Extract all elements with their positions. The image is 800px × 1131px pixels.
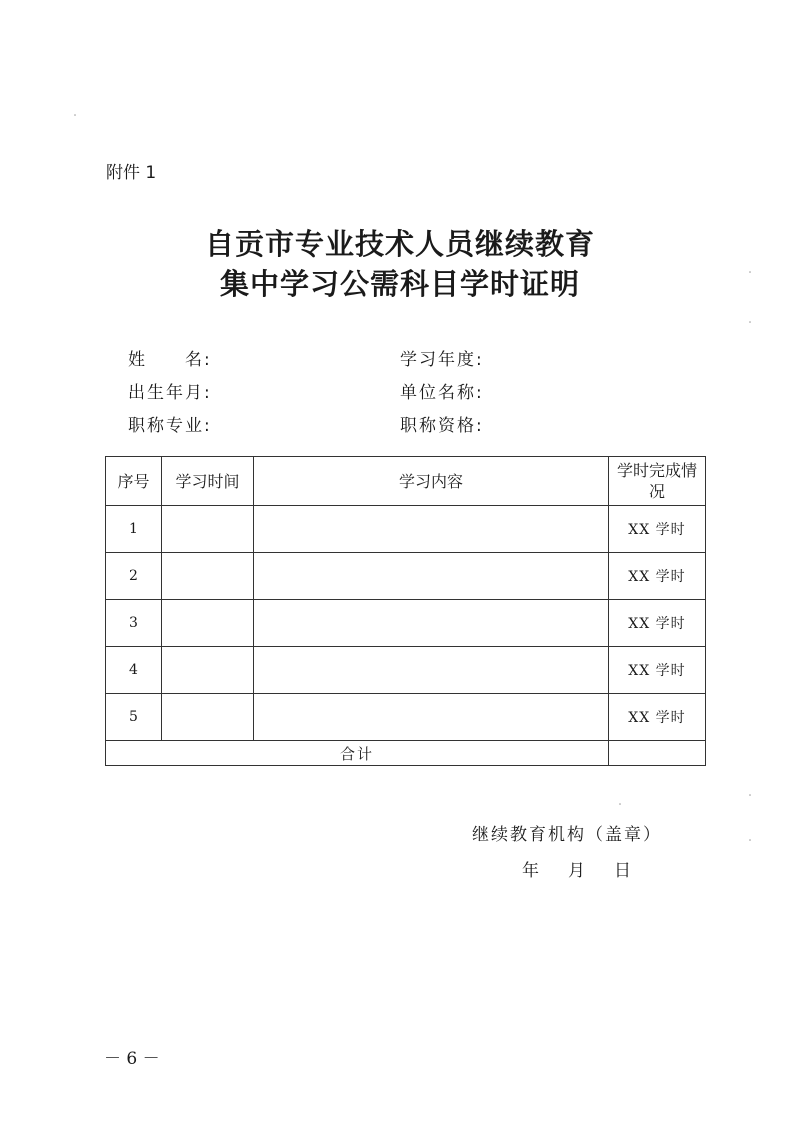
row-hours: XX 学时 [609,600,706,647]
study-hours-table [105,456,706,766]
unit-name-field-label: 单位名称: [400,383,484,403]
name-field-label: 姓 名: [128,350,212,370]
study-year-field-label: 学习年度: [400,350,484,370]
header-study-content: 学习内容 [254,457,609,506]
page-number: － 6 － [104,1049,160,1069]
table-row [106,506,706,553]
table-row [106,600,706,647]
row-study-time [162,506,254,553]
row-study-content [254,506,609,553]
row-study-content [254,647,609,694]
row-number: 2 [106,553,162,600]
title-major-field-label: 职称专业: [128,416,212,436]
row-number: 4 [106,647,162,694]
header-hours-completed-text: 学时完成情况 [617,461,698,501]
row-study-content [254,600,609,647]
row-hours: XX 学时 [609,506,706,553]
header-study-time: 学习时间 [162,457,254,506]
table-row [106,647,706,694]
total-value [609,741,706,766]
row-hours: XX 学时 [609,647,706,694]
row-study-content [254,553,609,600]
row-study-time [162,553,254,600]
title-qualification-field-label: 职称资格: [400,416,484,436]
attachment-label: 附件 1 [106,163,157,183]
document-title-line-1: 自贡市专业技术人员继续教育 [204,227,595,261]
row-study-time [162,694,254,741]
row-study-content [254,694,609,741]
header-serial-number: 序号 [106,457,162,506]
table-row [106,694,706,741]
table-row [106,553,706,600]
document-title-line-2: 集中学习公需科目学时证明 [219,267,580,301]
row-study-time [162,647,254,694]
header-hours-completed [609,457,706,506]
row-number: 3 [106,600,162,647]
row-hours: XX 学时 [609,694,706,741]
row-hours: XX 学时 [609,553,706,600]
row-study-time [162,600,254,647]
signature-date-label: 年 月 日 [522,861,637,881]
table-header-row [106,457,706,506]
institution-seal-label: 继续教育机构（盖章） [472,825,662,845]
table-total-row [106,741,706,766]
row-number: 1 [106,506,162,553]
total-label: 合计 [106,741,609,766]
row-number: 5 [106,694,162,741]
birth-date-field-label: 出生年月: [128,383,212,403]
